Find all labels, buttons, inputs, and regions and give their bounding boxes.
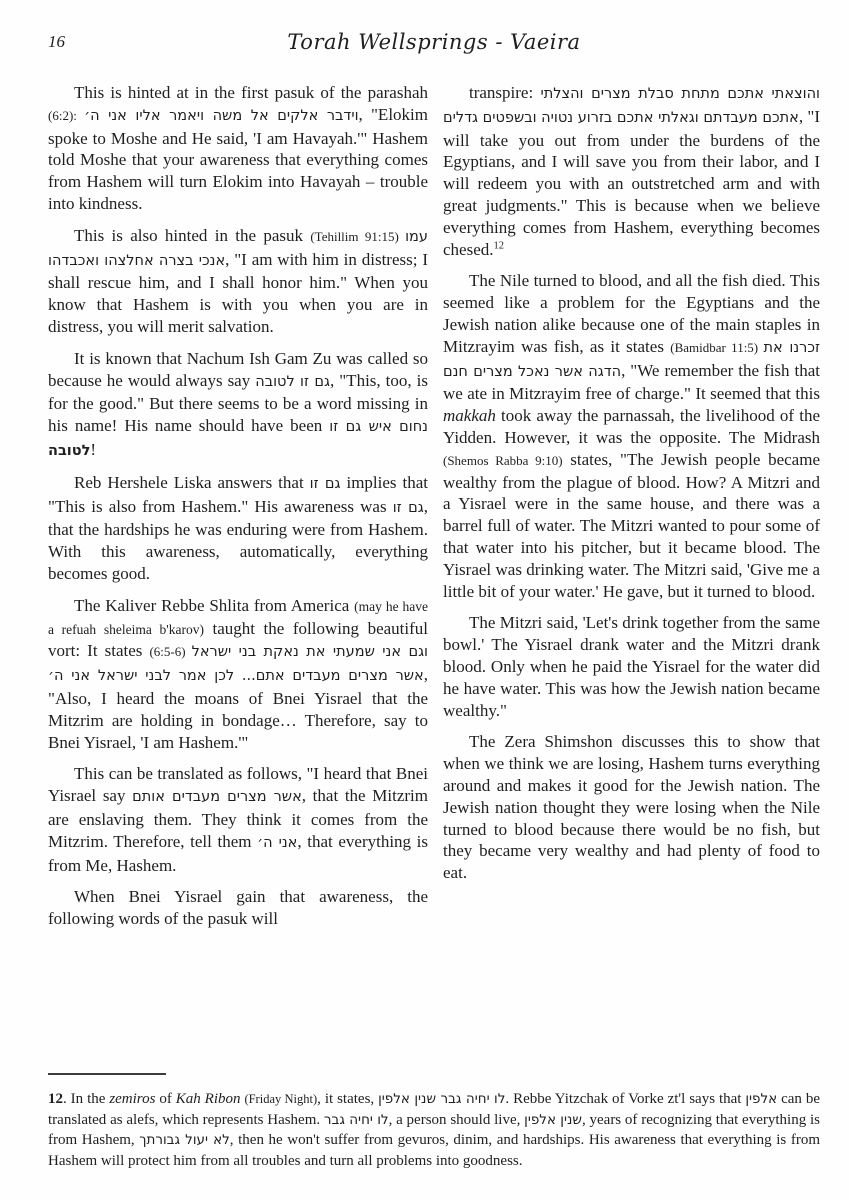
footnote-text [48, 1089, 820, 1172]
text-run: makkah [443, 406, 496, 426]
text-run: , "Also, I heard the moans of Bnei Yisrael that the Mitzrim are holding in bondage… Therefore, say to Bnei Yisrael, 'I am Hashem.'" [48, 665, 428, 752]
text-run: , that everything is from Me, Hashem. [48, 831, 429, 875]
text-run: , "We remember the fish that we ate in Mitzrayim free of charge." It seemed that this [443, 360, 820, 404]
body-paragraph [48, 472, 428, 585]
text-run: It is known that Nachum Ish Gam Zu was called so because he would always say [48, 348, 428, 390]
text-run: of [155, 1090, 176, 1107]
body-paragraph [48, 82, 428, 215]
body-paragraph [443, 612, 820, 721]
text-run: can be translated as alefs, which represents Hashem. [48, 1090, 820, 1128]
text-run: לא יעול גבורתך [139, 1132, 230, 1149]
text-run: וידבר אלקים אל משה ויאמר אליו אני ה׳ [84, 107, 359, 124]
text-run: (may he have a refuah sheleima b'karov) [48, 598, 428, 637]
text-run: , then he won't suffer from gevuros, dinim, and hardships. His awareness that everything is from Hashem will protect him from all troubles and turn all problems into goodness. [48, 1132, 821, 1170]
text-run: This is also hinted in the pasuk [74, 225, 311, 245]
text-run: When Bnei Yisrael gain that awareness, the following words of the pasuk will [48, 887, 428, 929]
column-right [443, 82, 820, 940]
text-run: taught the following beautiful vort: It states [48, 618, 428, 661]
text-run: , it states, [317, 1090, 379, 1107]
text-run: והוצאתי אתכם מתחת סבלת מצרים והצלתי אתכם מעבדתם וגאלתי אתכם בזרוע נטויה ובשפטים גדלים [443, 86, 821, 126]
page-title: Torah Wellsprings - Vaeira [287, 30, 581, 54]
text-run: ! [90, 439, 97, 459]
text-run: לו יחיה גבר [323, 1111, 389, 1128]
text-run: (Tehillim 91:15) [310, 228, 406, 244]
text-run: (6:5-6) [149, 644, 192, 660]
body-paragraph [48, 348, 428, 462]
text-run: עמו אנכי בצרה אחלצהו ואכבדהו [48, 228, 428, 269]
text-run: שנין אלפין [524, 1111, 582, 1128]
text-run: (Shemos Rabba 9:10) [443, 452, 563, 468]
text-run: , "I am with him in distress; I shall rescue him, and I shall honor him." When you know that Hashem is with you when you are in distress, you will merit salvation. [48, 249, 428, 336]
body-paragraph [48, 595, 428, 754]
text-run: zemiros [109, 1090, 156, 1107]
text-run: , years of recognizing that everything is from Hashem, [48, 1111, 820, 1149]
text-run: . In the [63, 1090, 110, 1107]
footnote-separator [48, 1073, 166, 1075]
text-run: אני ה׳ [257, 834, 298, 851]
text-run: לו יחיה גבר שנין אלפין [378, 1090, 506, 1107]
text-run: implies that "This is also from Hashem." His awareness was [48, 472, 428, 516]
text-run: אשר מצרים מעבדים אותם [132, 789, 302, 806]
text-run: נחום איש גם זו [329, 419, 428, 436]
text-run: גם זו לטובה [255, 373, 330, 390]
text-run: The Zera Shimshon discusses this to show that when we think we are losing, Hashem turns everything around and makes it good for the Jewish nation. The Jewish nation thought they were losing when the Nile turned to blood because there would be no fish, but they became very wealthy and had plenty of food to eat. [443, 732, 820, 883]
text-run: transpire: [469, 83, 541, 102]
page-header [48, 30, 820, 58]
text-run: זכרנו את הדגה אשר נאכל מצרים חנם [443, 339, 820, 380]
text-run: , "I will take you out from under the burdens of the Egyptians, and I will save you from their labor, and I will redeem you with an outstretched arm and with great judgments." This is because when we believe everything comes from Hashem, everything becomes chesed. [443, 106, 820, 259]
text-run: 12 [493, 239, 505, 251]
text-run: Reb Hershele Liska answers that [74, 472, 310, 492]
text-run: , "This, too, is for the good." But there seems to be a word missing in his name! His name should have been [48, 370, 428, 436]
text-run: , that the Mitzrim are enslaving them. They think it comes from the Mitzrim. Therefore, tell them [48, 786, 428, 851]
body-paragraph [48, 886, 428, 930]
text-run: The Kaliver Rebbe Shlita from America [74, 595, 355, 615]
body-paragraph [48, 225, 428, 338]
text-run: (6:2): [48, 107, 85, 123]
page-number: 16 [48, 32, 65, 51]
text-run: וגם אני שמעתי את נאקת בני ישראל אשר מצרים מעבדים אתם... לכן אמר לבני ישראל אני ה׳ [48, 644, 428, 685]
text-run: (Friday Night) [244, 1091, 318, 1106]
text-run: גם זו [392, 499, 424, 516]
text-run: (Bamidbar 11:5) [670, 339, 764, 355]
body-paragraph [443, 270, 820, 602]
body-paragraph [48, 763, 428, 876]
text-run: . Rebbe Yitzchak of Vorke zt'l says that [505, 1090, 746, 1107]
text-run: אלפין [745, 1090, 778, 1107]
body-paragraph [443, 82, 820, 260]
text-run: This can be translated as follows, "I heard that Bnei Yisrael say [48, 764, 428, 806]
text-run: took away the parnassah, the livelihood of the Yidden. However, it was the opposite. The Midrash [443, 406, 820, 447]
text-columns [48, 82, 820, 940]
text-run: The Nile turned to blood, and all the fish died. This seemed like a problem for the Egyptians and the Jewish nation alike because one of the main staples in Mitzrayim was fish, as it states [443, 271, 820, 356]
text-run: , a person should live, [388, 1111, 525, 1128]
text-run: Kah Ribon [175, 1090, 241, 1107]
text-run: The Mitzri said, 'Let's drink together from the same bowl.' The Yisrael drank water and the Mitzri drank blood. Only when he paid the Yisrael for the water did he have water. This was how the Jewish nation became wealthy." [443, 613, 820, 720]
text-run: 12 [48, 1090, 63, 1107]
text-run: states, "The Jewish people became wealthy from the plague of blood. How? A Mitzri and a Yisrael were in the same house, and there was a barrel full of water. The Mitzri wanted to pour some of that water into his pitcher, but it became blood. The Yisrael was drinking water. The Mitzri said, 'Give me a little bit of your water.' He gave, but it turned to blood. [443, 449, 820, 601]
text-run: גם זו [309, 475, 341, 492]
footnote-section [48, 1073, 820, 1172]
text-run: לטובה [48, 441, 91, 459]
column-left [48, 82, 428, 940]
text-run: , "Elokim spoke to Moshe and He said, 'I am Havayah.'" Hashem told Moshe that your awareness that everything comes from Hashem will turn Elokim into Havayah – trouble into kindness. [48, 104, 428, 213]
text-run: This is hinted at in the first pasuk of the parashah [74, 83, 428, 102]
text-run: , that the hardships he was enduring were from Hashem. With this awareness, automatically, everything becomes good. [48, 496, 428, 583]
body-paragraph [443, 731, 820, 884]
